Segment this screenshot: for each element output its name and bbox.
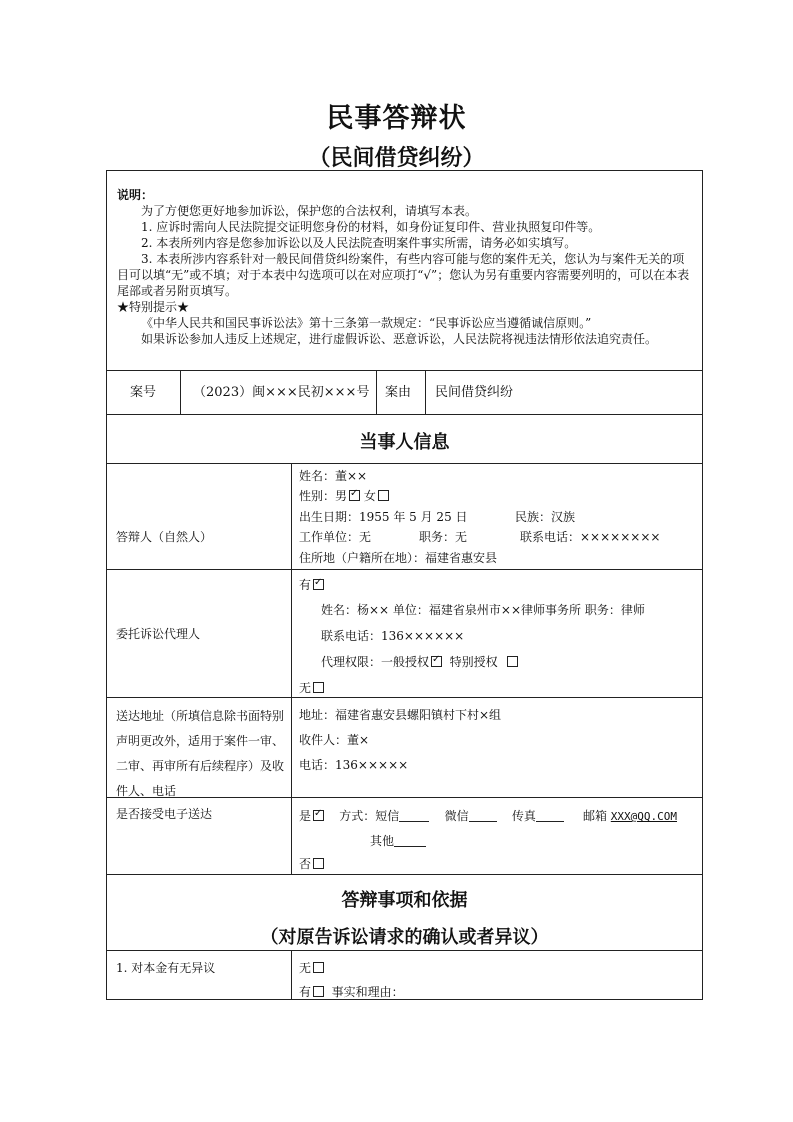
gender-male-label: 性别：男 (299, 489, 348, 503)
method-sms-label: 方式：短信 (339, 809, 400, 823)
row-divider (106, 697, 703, 698)
gender-male-checkbox[interactable] (349, 490, 360, 501)
respondent-ethnicity: 民族：汉族 (515, 510, 576, 524)
case-cause-value: 民间借贷纠纷 (435, 385, 514, 400)
respondent-position: 职务：无 (419, 530, 468, 544)
electronic-options (299, 808, 677, 825)
col-divider (180, 370, 181, 414)
case-number-label: 案号 (130, 385, 157, 400)
method-fax-label: 传真 (511, 809, 536, 823)
defense-section-title: 答辩事项和依据 (341, 890, 468, 911)
special-tip-2: 如果诉讼参加人违反上述规定，进行虚假诉讼、恶意诉讼，人民法院将视违法情形依法追究责任。 (141, 332, 658, 346)
respondent-phone: 联系电话：×××××××× (520, 530, 661, 544)
notes-intro: 为了方便您更好地参加诉讼，保护您的合法权利，请填写本表。 (141, 204, 478, 218)
agent-no-checkbox[interactable] (313, 682, 324, 693)
special-tip-1: 《中华人民共和国民事诉讼法》第十三条第一款规定：“民事诉讼应当遵循诚信原则。” (141, 316, 592, 330)
gender-female-checkbox[interactable] (378, 490, 389, 501)
q1-facts-label: 事实和理由： (331, 985, 404, 999)
delivery-label-line: 送达地址（所填信息除书面特别 (116, 709, 285, 723)
method-email-label: 邮箱 (582, 809, 607, 823)
electronic-other (370, 833, 426, 849)
q1-no-checkbox[interactable] (313, 962, 324, 973)
special-tip-heading: ★特别提示★ (117, 300, 190, 314)
delivery-label-line: 件人、电话 (116, 784, 177, 798)
defense-section-subtitle: （对原告诉讼请求的确认或者异议） (260, 927, 549, 948)
row-divider (106, 370, 703, 371)
method-wechat-label: 微信 (444, 809, 469, 823)
notes-item-2: 2. 本表所列内容是您参加诉讼以及人民法院查明案件事实所需，请务必如实填写。 (141, 236, 577, 250)
authority-special-label: 特别授权 (449, 655, 498, 669)
respondent-birth: 出生日期：1955 年 5 月 25 日 (299, 510, 468, 524)
agent-yes-checkbox[interactable] (313, 579, 324, 590)
method-other-label: 其他 (370, 834, 395, 848)
agent-phone: 联系电话：136×××××× (321, 629, 465, 643)
agent-authority (321, 654, 518, 670)
agent-yes (299, 577, 324, 593)
col-divider (291, 950, 292, 1000)
notes-item-1: 1. 应诉时需向人民法院提交证明您身份的材料，如身份证复印件、营业执照复印件等。 (141, 220, 601, 234)
col-divider (291, 463, 292, 874)
electronic-no (299, 856, 324, 872)
wechat-blank[interactable] (469, 809, 497, 822)
delivery-label (116, 704, 284, 804)
electronic-no-checkbox[interactable] (313, 858, 324, 869)
agent-no (299, 680, 324, 696)
gender-female-label: 女 (363, 489, 376, 503)
fax-blank[interactable] (536, 809, 564, 822)
electronic-no-label: 否 (299, 857, 312, 871)
q1-yes-checkbox[interactable] (313, 986, 324, 997)
sms-blank[interactable] (399, 809, 429, 822)
q1-no (299, 960, 324, 976)
col-divider (376, 370, 377, 414)
electronic-yes-checkbox[interactable] (313, 810, 324, 821)
respondent-name: 姓名：董×× (299, 469, 368, 483)
authority-general-checkbox[interactable] (431, 656, 442, 667)
email-value: XXX@QQ.COM (610, 810, 678, 823)
q1-no-label: 无 (299, 961, 312, 975)
agent-yes-label: 有 (299, 578, 312, 592)
case-number-value: （2023）闽×××民初×××号 (193, 385, 370, 400)
notes-item-3: 3. 本表所涉内容系针对一般民间借贷纠纷案件，有些内容可能与您的案件无关，您认为与案件无关的项目可以填“无”或不填；对于本表中勾选项可以在对应项打“√”；您认为另有重要内容需要列明的，可以在本表尾部或者另附页填写。 (117, 252, 690, 298)
delivery-recipient: 收件人：董× (299, 733, 370, 747)
party-section-title: 当事人信息 (359, 432, 450, 453)
agent-label: 委托诉讼代理人 (116, 627, 201, 641)
row-divider (106, 874, 703, 875)
col-divider (425, 370, 426, 414)
authority-special-checkbox[interactable] (507, 656, 518, 667)
case-cause-label: 案由 (385, 385, 412, 400)
delivery-label-line: 声明更改外，适用于案件一审、 (116, 734, 285, 748)
electronic-label: 是否接受电子送达 (116, 807, 213, 821)
delivery-phone: 电话：136××××× (299, 758, 409, 772)
respondent-address: 住所地（户籍所在地）：福建省惠安县 (299, 551, 498, 565)
q1-yes (299, 984, 404, 1000)
page-subtitle: （民间借贷纠纷） (308, 145, 485, 171)
page-title: 民事答辩状 (326, 103, 467, 134)
respondent-label: 答辩人（自然人） (116, 530, 213, 544)
electronic-yes-label: 是 (299, 809, 312, 823)
respondent-gender (299, 488, 389, 504)
delivery-address: 地址：福建省惠安县螺阳镇村下村×组 (299, 708, 502, 722)
q1-yes-label: 有 (299, 985, 312, 999)
q1-label: 1. 对本金有无异议 (116, 961, 216, 975)
notes-heading: 说明： (117, 188, 154, 202)
agent-details: 姓名：杨×× 单位：福建省泉州市××律师事务所 职务：律师 (321, 603, 645, 617)
row-divider (106, 463, 703, 464)
other-blank[interactable] (394, 834, 426, 847)
respondent-employer: 工作单位：无 (299, 530, 372, 544)
row-divider (106, 569, 703, 570)
row-divider (106, 950, 703, 951)
authority-general-label: 代理权限：一般授权 (321, 655, 430, 669)
row-divider (106, 414, 703, 415)
delivery-label-line: 二审、再审所有后续程序）及收 (116, 759, 285, 773)
agent-no-label: 无 (299, 681, 312, 695)
